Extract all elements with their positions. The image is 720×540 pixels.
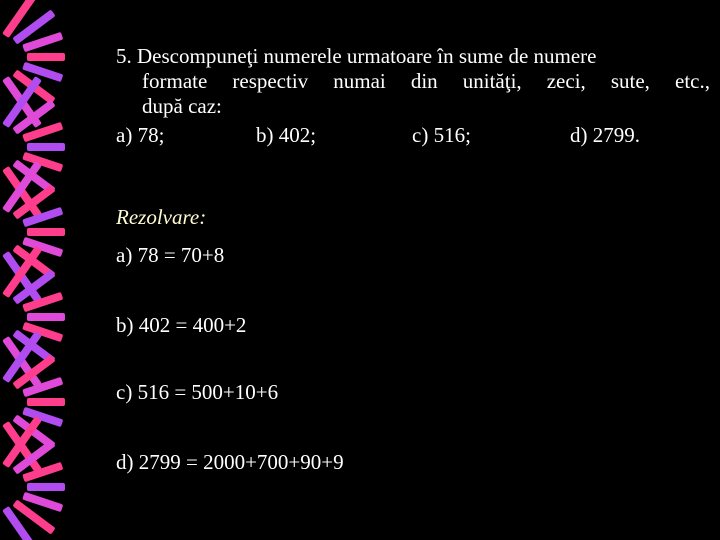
option-c: c) 516; (412, 123, 471, 147)
option-b: b) 402; (256, 123, 317, 147)
problem-line-3: după caz: (142, 94, 222, 118)
solution-heading: Rezolvare: (116, 205, 207, 229)
decorative-swirl-border (0, 0, 110, 540)
solution-item-c: c) 516 = 500+10+6 (116, 380, 279, 404)
swirl-segment (27, 483, 65, 491)
option-a: a) 78; (116, 123, 165, 147)
swirl-segment (27, 228, 65, 236)
swirl-segment (27, 143, 65, 151)
solution-item-a: a) 78 = 70+8 (116, 243, 225, 267)
problem-line-1: 5. Descompuneţi numerele urmatoare în sume de numere (116, 44, 597, 68)
option-d: d) 2799. (570, 123, 640, 147)
swirl-segment (27, 53, 65, 61)
solution-item-d: d) 2799 = 2000+700+90+9 (116, 450, 344, 474)
problem-statement (116, 44, 710, 149)
swirl-segment (27, 313, 65, 321)
problem-line-2: formate respectiv numai din unităţi, zeci, sute, etc., (142, 69, 710, 93)
problem-options (116, 123, 710, 149)
swirl-segment (27, 398, 65, 406)
solution-item-b: b) 402 = 400+2 (116, 313, 247, 337)
